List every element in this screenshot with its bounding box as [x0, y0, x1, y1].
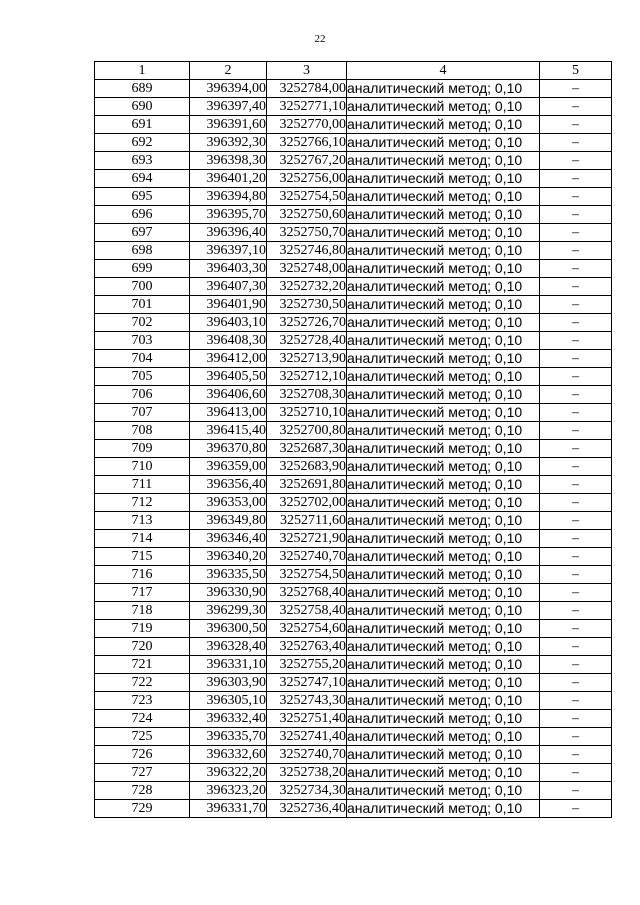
- point-number-cell: 707: [95, 404, 190, 422]
- table-row: [95, 512, 612, 530]
- table-row: [95, 134, 612, 152]
- y-coordinate-cell: 3252740,70: [267, 746, 347, 764]
- table-row: [95, 206, 612, 224]
- x-coordinate-cell: 396335,70: [190, 728, 267, 746]
- table-row: [95, 188, 612, 206]
- note-cell: –: [540, 458, 612, 476]
- method-cell: аналитический метод; 0,10: [347, 746, 540, 764]
- x-coordinate-cell: 396408,30: [190, 332, 267, 350]
- table-row: [95, 350, 612, 368]
- table-row: [95, 566, 612, 584]
- table-row: [95, 620, 612, 638]
- point-number-cell: 726: [95, 746, 190, 764]
- method-cell: аналитический метод; 0,10: [347, 458, 540, 476]
- y-coordinate-cell: 3252755,20: [267, 656, 347, 674]
- point-number-cell: 691: [95, 116, 190, 134]
- y-coordinate-cell: 3252767,20: [267, 152, 347, 170]
- column-header-5: 5: [540, 62, 612, 80]
- table-row: [95, 458, 612, 476]
- point-number-cell: 718: [95, 602, 190, 620]
- x-coordinate-cell: 396331,10: [190, 656, 267, 674]
- method-cell: аналитический метод; 0,10: [347, 674, 540, 692]
- y-coordinate-cell: 3252687,30: [267, 440, 347, 458]
- column-header-2: 2: [190, 62, 267, 80]
- x-coordinate-cell: 396349,80: [190, 512, 267, 530]
- column-header-4: 4: [347, 62, 540, 80]
- x-coordinate-cell: 396396,40: [190, 224, 267, 242]
- method-cell: аналитический метод; 0,10: [347, 494, 540, 512]
- point-number-cell: 722: [95, 674, 190, 692]
- method-cell: аналитический метод; 0,10: [347, 800, 540, 818]
- point-number-cell: 708: [95, 422, 190, 440]
- x-coordinate-cell: 396335,50: [190, 566, 267, 584]
- point-number-cell: 716: [95, 566, 190, 584]
- x-coordinate-cell: 396401,90: [190, 296, 267, 314]
- method-cell: аналитический метод; 0,10: [347, 188, 540, 206]
- point-number-cell: 729: [95, 800, 190, 818]
- y-coordinate-cell: 3252771,10: [267, 98, 347, 116]
- method-cell: аналитический метод; 0,10: [347, 710, 540, 728]
- note-cell: –: [540, 602, 612, 620]
- x-coordinate-cell: 396331,70: [190, 800, 267, 818]
- method-cell: аналитический метод; 0,10: [347, 764, 540, 782]
- point-number-cell: 713: [95, 512, 190, 530]
- y-coordinate-cell: 3252734,30: [267, 782, 347, 800]
- x-coordinate-cell: 396394,80: [190, 188, 267, 206]
- x-coordinate-cell: 396356,40: [190, 476, 267, 494]
- point-number-cell: 724: [95, 710, 190, 728]
- y-coordinate-cell: 3252713,90: [267, 350, 347, 368]
- x-coordinate-cell: 396392,30: [190, 134, 267, 152]
- method-cell: аналитический метод; 0,10: [347, 260, 540, 278]
- table-row: [95, 764, 612, 782]
- method-cell: аналитический метод; 0,10: [347, 548, 540, 566]
- note-cell: –: [540, 404, 612, 422]
- y-coordinate-cell: 3252743,30: [267, 692, 347, 710]
- y-coordinate-cell: 3252738,20: [267, 764, 347, 782]
- x-coordinate-cell: 396395,70: [190, 206, 267, 224]
- note-cell: –: [540, 224, 612, 242]
- method-cell: аналитический метод; 0,10: [347, 314, 540, 332]
- table-row: [95, 404, 612, 422]
- y-coordinate-cell: 3252736,40: [267, 800, 347, 818]
- method-cell: аналитический метод; 0,10: [347, 656, 540, 674]
- note-cell: –: [540, 386, 612, 404]
- table-row: [95, 116, 612, 134]
- x-coordinate-cell: 396391,60: [190, 116, 267, 134]
- y-coordinate-cell: 3252730,50: [267, 296, 347, 314]
- point-number-cell: 723: [95, 692, 190, 710]
- method-cell: аналитический метод; 0,10: [347, 584, 540, 602]
- method-cell: аналитический метод; 0,10: [347, 170, 540, 188]
- x-coordinate-cell: 396403,10: [190, 314, 267, 332]
- method-cell: аналитический метод; 0,10: [347, 350, 540, 368]
- point-number-cell: 693: [95, 152, 190, 170]
- x-coordinate-cell: 396328,40: [190, 638, 267, 656]
- note-cell: –: [540, 782, 612, 800]
- point-number-cell: 705: [95, 368, 190, 386]
- table-row: [95, 332, 612, 350]
- point-number-cell: 711: [95, 476, 190, 494]
- point-number-cell: 725: [95, 728, 190, 746]
- table-row: [95, 152, 612, 170]
- x-coordinate-cell: 396407,30: [190, 278, 267, 296]
- point-number-cell: 710: [95, 458, 190, 476]
- method-cell: аналитический метод; 0,10: [347, 692, 540, 710]
- method-cell: аналитический метод; 0,10: [347, 80, 540, 98]
- table-row: [95, 296, 612, 314]
- note-cell: –: [540, 368, 612, 386]
- method-cell: аналитический метод; 0,10: [347, 638, 540, 656]
- table-row: [95, 584, 612, 602]
- y-coordinate-cell: 3252712,10: [267, 368, 347, 386]
- x-coordinate-cell: 396397,10: [190, 242, 267, 260]
- y-coordinate-cell: 3252691,80: [267, 476, 347, 494]
- note-cell: –: [540, 206, 612, 224]
- note-cell: –: [540, 566, 612, 584]
- y-coordinate-cell: 3252708,30: [267, 386, 347, 404]
- coordinates-table: [94, 61, 612, 818]
- x-coordinate-cell: 396359,00: [190, 458, 267, 476]
- note-cell: –: [540, 98, 612, 116]
- y-coordinate-cell: 3252754,60: [267, 620, 347, 638]
- table-row: [95, 494, 612, 512]
- x-coordinate-cell: 396303,90: [190, 674, 267, 692]
- x-coordinate-cell: 396398,30: [190, 152, 267, 170]
- note-cell: –: [540, 746, 612, 764]
- y-coordinate-cell: 3252750,70: [267, 224, 347, 242]
- note-cell: –: [540, 278, 612, 296]
- point-number-cell: 692: [95, 134, 190, 152]
- x-coordinate-cell: 396412,00: [190, 350, 267, 368]
- point-number-cell: 721: [95, 656, 190, 674]
- y-coordinate-cell: 3252754,50: [267, 188, 347, 206]
- point-number-cell: 697: [95, 224, 190, 242]
- method-cell: аналитический метод; 0,10: [347, 728, 540, 746]
- table-row: [95, 440, 612, 458]
- table-header-row: [95, 62, 612, 80]
- table-body: [95, 80, 612, 818]
- y-coordinate-cell: 3252711,60: [267, 512, 347, 530]
- x-coordinate-cell: 396413,00: [190, 404, 267, 422]
- table-row: [95, 548, 612, 566]
- x-coordinate-cell: 396323,20: [190, 782, 267, 800]
- table-row: [95, 674, 612, 692]
- point-number-cell: 715: [95, 548, 190, 566]
- method-cell: аналитический метод; 0,10: [347, 368, 540, 386]
- y-coordinate-cell: 3252741,40: [267, 728, 347, 746]
- y-coordinate-cell: 3252750,60: [267, 206, 347, 224]
- y-coordinate-cell: 3252784,00: [267, 80, 347, 98]
- point-number-cell: 719: [95, 620, 190, 638]
- table-row: [95, 224, 612, 242]
- point-number-cell: 689: [95, 80, 190, 98]
- note-cell: –: [540, 584, 612, 602]
- point-number-cell: 695: [95, 188, 190, 206]
- table-row: [95, 530, 612, 548]
- note-cell: –: [540, 800, 612, 818]
- x-coordinate-cell: 396353,00: [190, 494, 267, 512]
- method-cell: аналитический метод; 0,10: [347, 404, 540, 422]
- note-cell: –: [540, 332, 612, 350]
- table-row: [95, 602, 612, 620]
- method-cell: аналитический метод; 0,10: [347, 296, 540, 314]
- method-cell: аналитический метод; 0,10: [347, 116, 540, 134]
- table-row: [95, 278, 612, 296]
- y-coordinate-cell: 3252700,80: [267, 422, 347, 440]
- point-number-cell: 709: [95, 440, 190, 458]
- note-cell: –: [540, 350, 612, 368]
- note-cell: –: [540, 242, 612, 260]
- point-number-cell: 696: [95, 206, 190, 224]
- point-number-cell: 698: [95, 242, 190, 260]
- point-number-cell: 704: [95, 350, 190, 368]
- point-number-cell: 728: [95, 782, 190, 800]
- note-cell: –: [540, 512, 612, 530]
- note-cell: –: [540, 80, 612, 98]
- method-cell: аналитический метод; 0,10: [347, 134, 540, 152]
- note-cell: –: [540, 152, 612, 170]
- note-cell: –: [540, 548, 612, 566]
- x-coordinate-cell: 396397,40: [190, 98, 267, 116]
- method-cell: аналитический метод; 0,10: [347, 440, 540, 458]
- note-cell: –: [540, 170, 612, 188]
- note-cell: –: [540, 440, 612, 458]
- note-cell: –: [540, 296, 612, 314]
- note-cell: –: [540, 656, 612, 674]
- method-cell: аналитический метод; 0,10: [347, 332, 540, 350]
- note-cell: –: [540, 188, 612, 206]
- y-coordinate-cell: 3252758,40: [267, 602, 347, 620]
- note-cell: –: [540, 764, 612, 782]
- table-row: [95, 710, 612, 728]
- table-row: [95, 728, 612, 746]
- table-row: [95, 746, 612, 764]
- note-cell: –: [540, 314, 612, 332]
- y-coordinate-cell: 3252756,00: [267, 170, 347, 188]
- method-cell: аналитический метод; 0,10: [347, 386, 540, 404]
- point-number-cell: 699: [95, 260, 190, 278]
- y-coordinate-cell: 3252746,80: [267, 242, 347, 260]
- method-cell: аналитический метод; 0,10: [347, 782, 540, 800]
- x-coordinate-cell: 396406,60: [190, 386, 267, 404]
- method-cell: аналитический метод; 0,10: [347, 620, 540, 638]
- x-coordinate-cell: 396405,50: [190, 368, 267, 386]
- y-coordinate-cell: 3252754,50: [267, 566, 347, 584]
- point-number-cell: 720: [95, 638, 190, 656]
- x-coordinate-cell: 396332,60: [190, 746, 267, 764]
- x-coordinate-cell: 396332,40: [190, 710, 267, 728]
- method-cell: аналитический метод; 0,10: [347, 566, 540, 584]
- note-cell: –: [540, 422, 612, 440]
- x-coordinate-cell: 396370,80: [190, 440, 267, 458]
- x-coordinate-cell: 396330,90: [190, 584, 267, 602]
- point-number-cell: 694: [95, 170, 190, 188]
- method-cell: аналитический метод; 0,10: [347, 530, 540, 548]
- x-coordinate-cell: 396394,00: [190, 80, 267, 98]
- note-cell: –: [540, 692, 612, 710]
- method-cell: аналитический метод; 0,10: [347, 476, 540, 494]
- y-coordinate-cell: 3252763,40: [267, 638, 347, 656]
- table-row: [95, 80, 612, 98]
- note-cell: –: [540, 620, 612, 638]
- table-row: [95, 242, 612, 260]
- note-cell: –: [540, 116, 612, 134]
- y-coordinate-cell: 3252751,40: [267, 710, 347, 728]
- table-row: [95, 476, 612, 494]
- point-number-cell: 712: [95, 494, 190, 512]
- x-coordinate-cell: 396415,40: [190, 422, 267, 440]
- method-cell: аналитический метод; 0,10: [347, 152, 540, 170]
- point-number-cell: 714: [95, 530, 190, 548]
- table-row: [95, 638, 612, 656]
- x-coordinate-cell: 396403,30: [190, 260, 267, 278]
- note-cell: –: [540, 710, 612, 728]
- method-cell: аналитический метод; 0,10: [347, 206, 540, 224]
- y-coordinate-cell: 3252766,10: [267, 134, 347, 152]
- point-number-cell: 702: [95, 314, 190, 332]
- y-coordinate-cell: 3252740,70: [267, 548, 347, 566]
- method-cell: аналитический метод; 0,10: [347, 422, 540, 440]
- table-row: [95, 422, 612, 440]
- table-row: [95, 260, 612, 278]
- method-cell: аналитический метод; 0,10: [347, 98, 540, 116]
- x-coordinate-cell: 396401,20: [190, 170, 267, 188]
- point-number-cell: 690: [95, 98, 190, 116]
- note-cell: –: [540, 530, 612, 548]
- method-cell: аналитический метод; 0,10: [347, 224, 540, 242]
- point-number-cell: 717: [95, 584, 190, 602]
- table-row: [95, 800, 612, 818]
- point-number-cell: 701: [95, 296, 190, 314]
- x-coordinate-cell: 396305,10: [190, 692, 267, 710]
- x-coordinate-cell: 396299,30: [190, 602, 267, 620]
- method-cell: аналитический метод; 0,10: [347, 278, 540, 296]
- point-number-cell: 703: [95, 332, 190, 350]
- table-row: [95, 98, 612, 116]
- y-coordinate-cell: 3252721,90: [267, 530, 347, 548]
- x-coordinate-cell: 396300,50: [190, 620, 267, 638]
- column-header-3: 3: [267, 62, 347, 80]
- method-cell: аналитический метод; 0,10: [347, 242, 540, 260]
- x-coordinate-cell: 396322,20: [190, 764, 267, 782]
- table-row: [95, 314, 612, 332]
- x-coordinate-cell: 396346,40: [190, 530, 267, 548]
- note-cell: –: [540, 134, 612, 152]
- y-coordinate-cell: 3252728,40: [267, 332, 347, 350]
- method-cell: аналитический метод; 0,10: [347, 602, 540, 620]
- point-number-cell: 700: [95, 278, 190, 296]
- note-cell: –: [540, 476, 612, 494]
- y-coordinate-cell: 3252768,40: [267, 584, 347, 602]
- y-coordinate-cell: 3252726,70: [267, 314, 347, 332]
- table-row: [95, 692, 612, 710]
- y-coordinate-cell: 3252747,10: [267, 674, 347, 692]
- point-number-cell: 706: [95, 386, 190, 404]
- table-row: [95, 386, 612, 404]
- method-cell: аналитический метод; 0,10: [347, 512, 540, 530]
- y-coordinate-cell: 3252702,00: [267, 494, 347, 512]
- point-number-cell: 727: [95, 764, 190, 782]
- y-coordinate-cell: 3252710,10: [267, 404, 347, 422]
- y-coordinate-cell: 3252732,20: [267, 278, 347, 296]
- table-row: [95, 656, 612, 674]
- note-cell: –: [540, 728, 612, 746]
- table-row: [95, 170, 612, 188]
- table-row: [95, 368, 612, 386]
- y-coordinate-cell: 3252748,00: [267, 260, 347, 278]
- y-coordinate-cell: 3252683,90: [267, 458, 347, 476]
- table-row: [95, 782, 612, 800]
- note-cell: –: [540, 674, 612, 692]
- column-header-1: 1: [95, 62, 190, 80]
- page-number: 22: [314, 33, 326, 45]
- note-cell: –: [540, 494, 612, 512]
- note-cell: –: [540, 260, 612, 278]
- note-cell: –: [540, 638, 612, 656]
- y-coordinate-cell: 3252770,00: [267, 116, 347, 134]
- x-coordinate-cell: 396340,20: [190, 548, 267, 566]
